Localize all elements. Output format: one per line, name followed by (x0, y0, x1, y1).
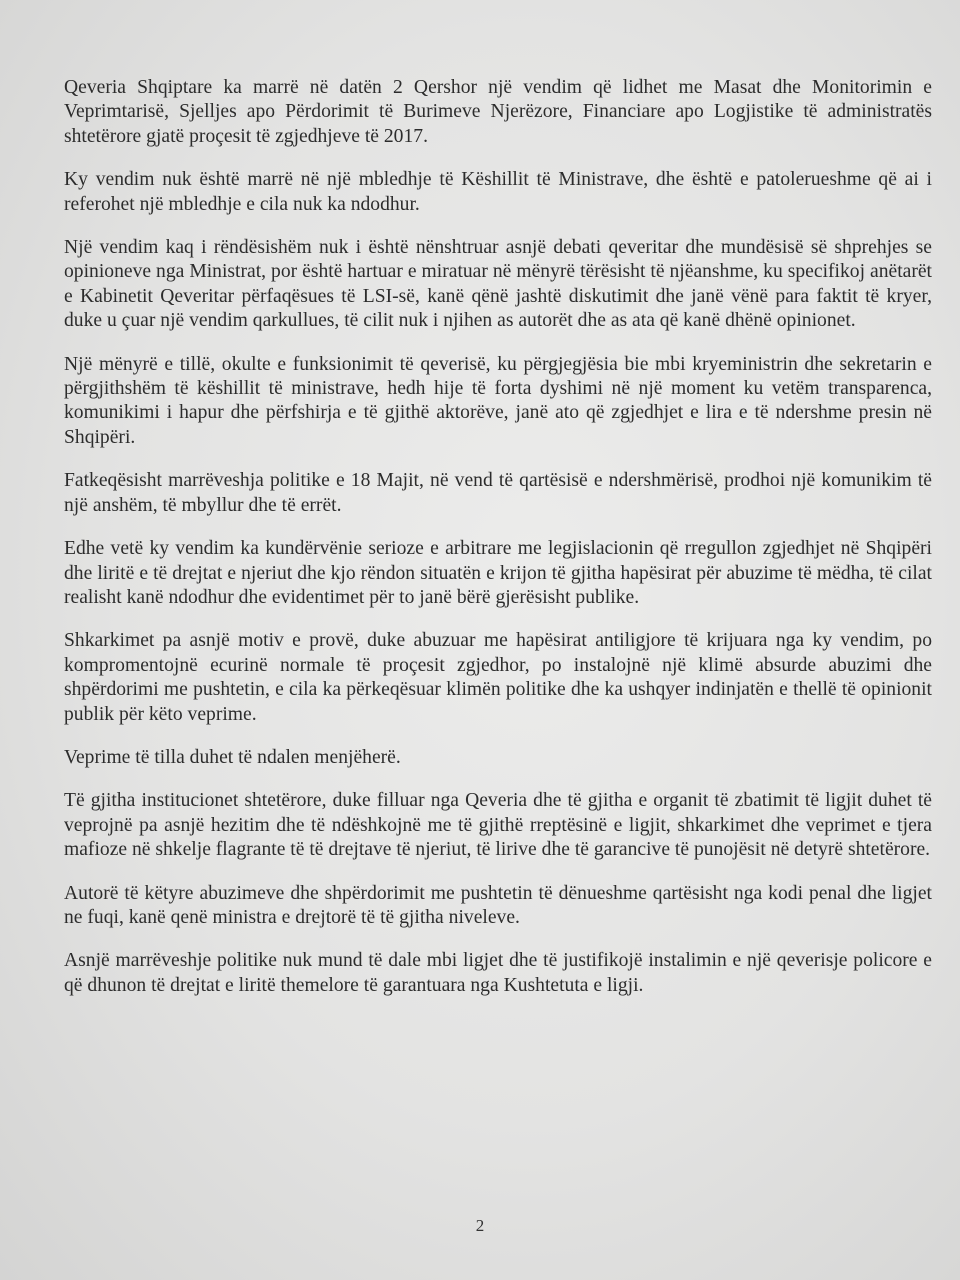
paragraph-9: Të gjitha institucionet shtetërore, duke filluar nga Qeveria dhe të gjitha e organit të zbatimit të ligjit duhet të veprojnë pa asnjë hezitim dhe të ndëshkojnë me të gjithë rreptësinë e ligjit, shkarkimet dhe veprimet e tjera mafioze në shkelje flagrante të të drejtave të njeriut, të lirive dhe të garancive të punojësit në detyrë shtetërore. (64, 790, 932, 861)
paragraph-10: Autorë të këtyre abuzimeve dhe shpërdorimit me pushtetin të dënueshme qartësisht nga kodi penal dhe ligjet ne fuqi, kanë qenë ministra e drejtorë të të gjitha niveleve. (64, 882, 932, 928)
paragraph-3: Një vendim kaq i rëndësishëm nuk i është nënshtruar asnjë debati qeveritar dhe mundësisë së shprehjes se opinioneve nga Ministrat, por është hartuar e miratuar në mënyrë tërësisht të njëanshme, ku specifikoj anëtarët e Kabinetit Qeveritar përfaqësues të LSI-së, kanë qënë jashtë diskutimit dhe janë vënë para faktit të kryer, duke u çuar një vendim qarkullues, të cilit nuk i njihen as autorët dhe as ata që kanë dhënë opinionet. (64, 237, 932, 332)
paragraph-11: Asnjë marrëveshje politike nuk mund të dale mbi ligjet dhe të justifikojë instalimin e një qeverisje policore e që dhunon të drejtat e liritë themelore të garantuara nga Kushtetuta e ligji. (64, 950, 932, 996)
paragraph-4: Një mënyrë e tillë, okulte e funksionimit të qeverisë, ku përgjegjësia bie mbi kryeministrin dhe sekretarin e përgjithshëm të këshillit të ministrave, hedh hije të forta dyshimi në një moment ku vetëm transparenca, komunikimi i hapur dhe përfshirja e të gjithë aktorëve, janë ato që zgjedhjet e lira e të ndershme presin në Shqipëri. (64, 353, 932, 448)
paragraph-6: Edhe vetë ky vendim ka kundërvënie serioze e arbitrare me legjislacionin që rregullon zgjedhjet në Shqipëri dhe liritë e të drejtat e njeriut dhe kjo rëndon situatën e krijon të gjitha hapësirat për abuzime të mëdha, të cilat realisht kanë ndodhur dhe evidentimet për to janë bërë gjerësisht publike. (64, 538, 932, 608)
paragraph-1: Qeveria Shqiptare ka marrë në datën 2 Qershor një vendim që lidhet me Masat dhe Monitorimin e Veprimtarisë, Sjelljes apo Përdorimit të Burimeve Njerëzore, Financiare apo Logjistike të administratës shtetërore gjatë proçesit të zgjedhjeve të 2017. (64, 77, 932, 147)
paragraph-2: Ky vendim nuk është marrë në një mbledhje të Këshillit të Ministrave, dhe është e patolerueshme që ai i referohet një mbledhje e cila nuk ka ndodhur. (64, 169, 932, 215)
paragraph-8: Veprime të tilla duhet të ndalen menjëherë. (64, 746, 401, 768)
document-body (64, 76, 932, 1017)
paragraph-5: Fatkeqësisht marrëveshja politike e 18 Majit, në vend të qartësisë e ndershmërisë, prodhoi një komunikim të një anshëm, të mbyllur dhe të errët. (64, 470, 932, 516)
page-number: 2 (475, 1216, 485, 1235)
paragraph-7: Shkarkimet pa asnjë motiv e provë, duke abuzuar me hapësirat antiligjore të krijuara nga ky vendim, po kompromentojnë ecurinë normale të proçesit zgjedhor, po instalojnë një klimë absurde abuzimi dhe shpërdorimi me pushtetin, e cila ka përkeqësuar klimën politike dhe ka ushqyer indinjatën e thellë të opinionit publik për këto veprime. (64, 630, 932, 725)
